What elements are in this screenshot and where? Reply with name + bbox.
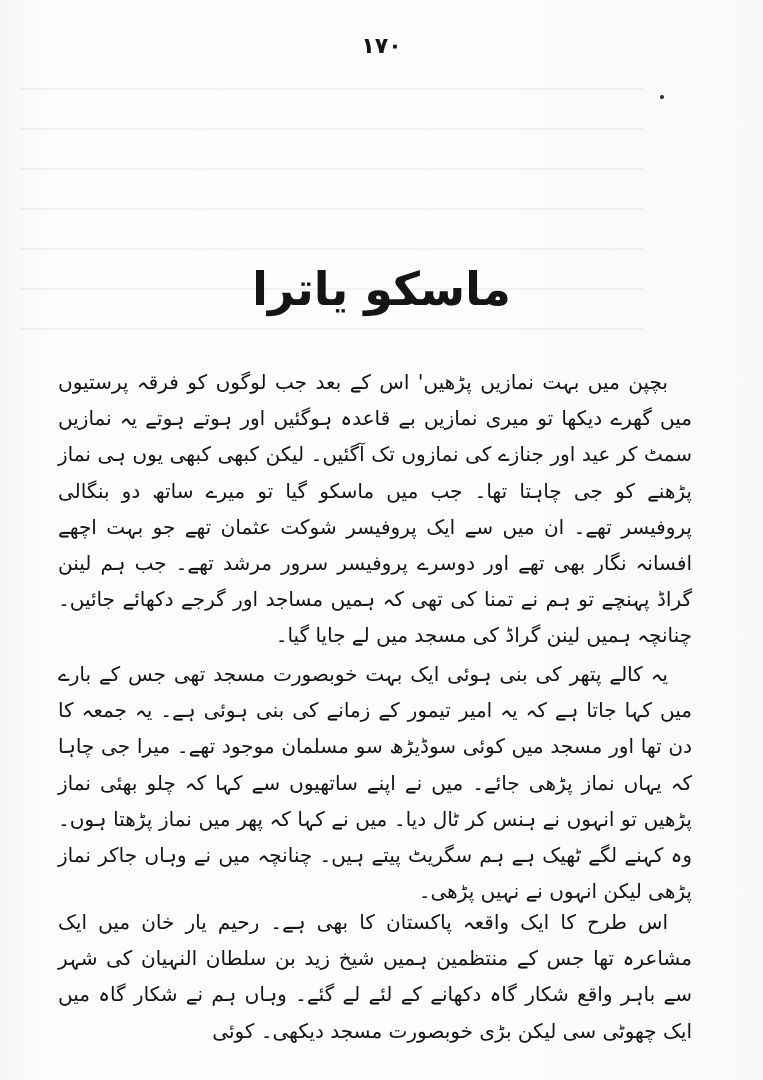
chapter-title: ماسکو یاترا — [252, 262, 511, 316]
paragraph-text: یہ کالے پتھر کی بنی ہوئی ایک بہت خوبصورت مسجد تھی جس کے بارے میں کہا جاتا ہے کہ یہ امیر تیمور کے زمانے کی بنی ہوئی ہے۔ یہ جمعہ کا دن تھا اور مسجد میں کوئی سوڈیڑھ سو مسلمان موجود تھے۔ میرا جی چاہا کہ یہاں نماز پڑھی جائے۔ میں نے اپنے ساتھیوں سے کہا کہ چلو بھئی نماز پڑھیں تو انہوں نے ہنس کر ٹال دیا۔ میں نے کہا کہ پھر میں نماز پڑھتا ہوں۔ وہ کہنے لگے ٹھیک ہے ہم سگریٹ پیتے ہیں۔ چنانچہ میں نے وہاں جاکر نماز پڑھی لیکن انہوں نے نہیں پڑھی۔ — [58, 662, 692, 904]
paragraph-1 — [58, 364, 692, 654]
page-number: ۱۷۰ — [361, 34, 402, 59]
paragraph-text: بچپن میں بہت نمازیں پڑھیں' اس کے بعد جب لوگوں کو فرقہ پرستیوں میں گھرے دیکھا تو میری نمازیں بے قاعدہ ہوگئیں اور ہوتے ہوتے یہ نمازیں سمٹ کر عید اور جنازے کی نمازوں تک آگئیں۔ لیکن کبھی کبھی یوں ہی نماز پڑھنے کو جی چاہتا تھا۔ جب میں ماسکو گیا تو میرے ساتھ دو بنگالی پروفیسر تھے۔ ان میں سے ایک پروفیسر شوکت عثمان تھے جو بہت اچھے افسانہ نگار بھی تھے اور دوسرے پروفیسر سرور مرشد تھے۔ جب ہم لینن گراڈ پہنچے تو ہم نے تمنا کی تھی کہ ہمیں مساجد اور گرجے دکھائے جائیں۔ چنانچہ ہمیں لینن گراڈ کی مسجد میں لے جایا گیا۔ — [58, 370, 692, 648]
paragraph-text: اس طرح کا ایک واقعہ پاکستان کا بھی ہے۔ رحیم یار خان میں ایک مشاعرہ تھا جس کے منتظمین ہمیں شیخ زید بن سلطان النہیان کی شہر سے باہر واقع شکار گاہ دکھانے کے لئے لے گئے۔ وہاں ہم نے شکار گاہ میں ایک چھوٹی سی لیکن بڑی خوبصورت مسجد دیکھی۔ کوئی — [58, 910, 692, 1043]
ink-speck — [660, 95, 664, 99]
paragraph-3 — [58, 904, 692, 1049]
paragraph-2 — [58, 656, 692, 909]
